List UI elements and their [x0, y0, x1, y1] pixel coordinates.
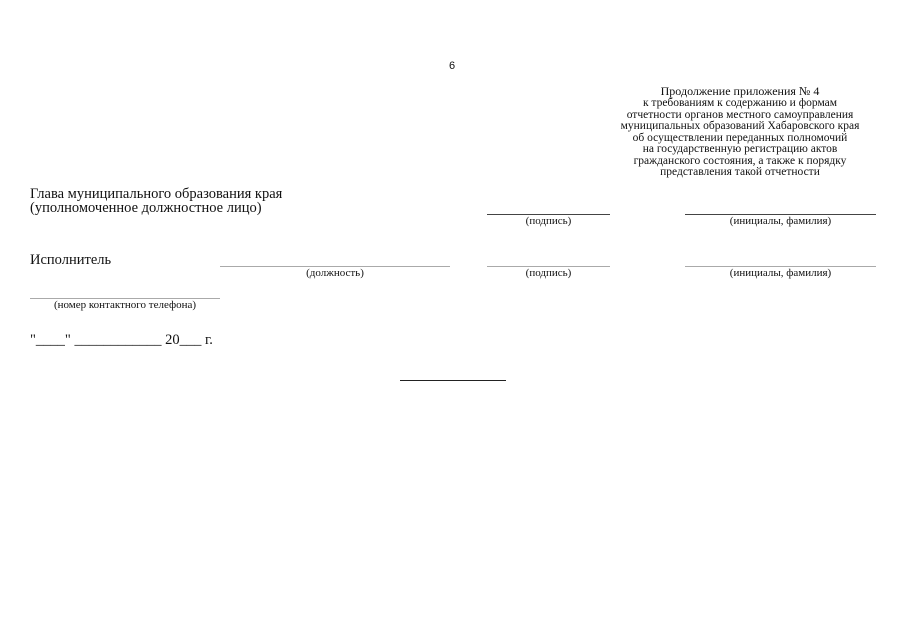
appendix-line: об осуществлении переданных полномочий	[632, 131, 848, 144]
executor-name-caption: (инициалы, фамилия)	[729, 267, 832, 279]
executor-label: Исполнитель	[30, 252, 112, 268]
appendix-line: отчетности органов местного самоуправления	[626, 108, 854, 121]
end-divider	[400, 380, 506, 381]
head-name-caption: (инициалы, фамилия)	[729, 215, 832, 227]
phone-caption: (номер контактного телефона)	[53, 299, 197, 311]
executor-position-caption: (должность)	[306, 267, 364, 279]
head-sublabel: (уполномоченное должностное лицо)	[30, 200, 262, 216]
appendix-line: представления такой отчетности	[660, 166, 820, 178]
appendix-title: Продолжение приложения № 4	[660, 84, 820, 98]
head-label: Глава муниципального образования края	[30, 186, 283, 202]
appendix-header	[590, 85, 890, 179]
page-number: 6	[448, 60, 456, 72]
date-line: "____" ____________ 20___ г.	[30, 332, 213, 348]
appendix-line: на государственную регистрацию актов	[642, 143, 838, 155]
appendix-line: к требованиям к содержанию и формам	[642, 97, 838, 109]
appendix-line: гражданского состояния, а также к порядку	[633, 154, 847, 167]
executor-signature-caption: (подпись)	[525, 267, 572, 279]
head-signature-caption: (подпись)	[525, 215, 572, 227]
appendix-line: муниципальных образований Хабаровского края	[620, 120, 860, 132]
